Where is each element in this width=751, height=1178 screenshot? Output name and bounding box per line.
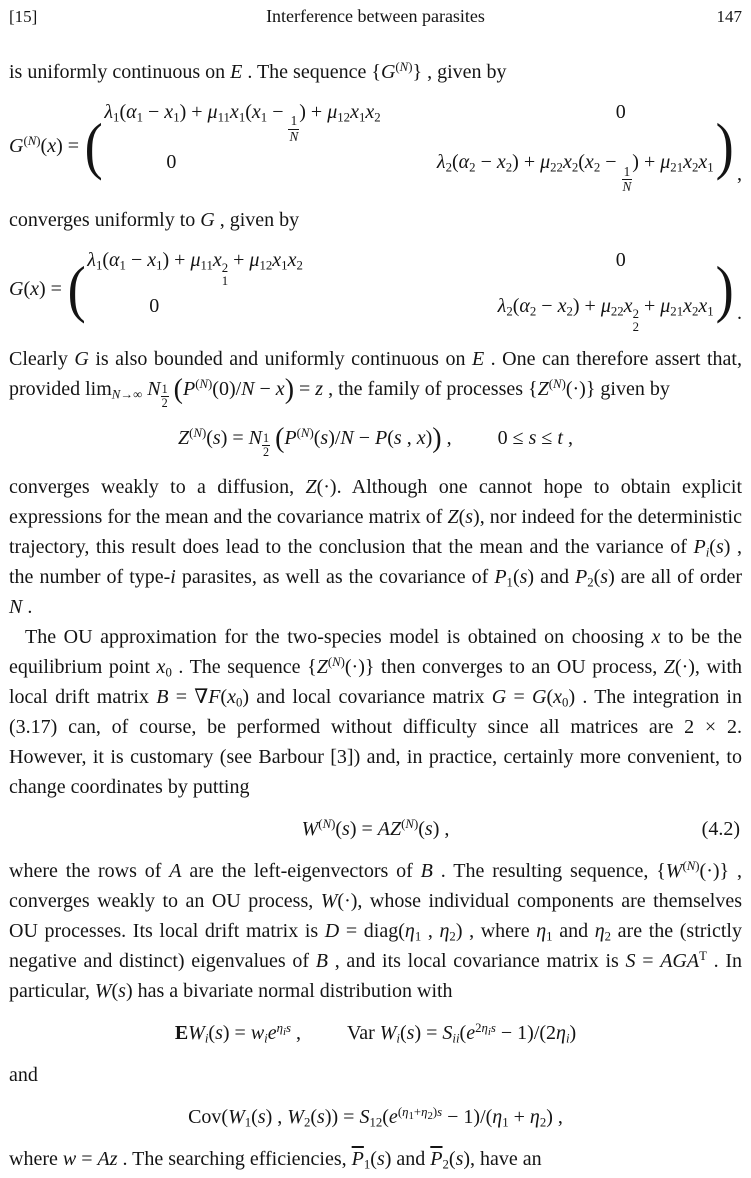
paragraph-and: and (9, 1063, 38, 1086)
paragraph-converges: converges uniformly to G , given by (9, 208, 300, 231)
matrix-row (104, 97, 713, 144)
bracket-folio: [15] (9, 7, 38, 26)
paragraph-clearly: Clearly G is also bounded and uniformly continuous on E . One can therefore assert that, provided $\lim_{N\to\infty} N$ $^{\frac{1}{2}}$ $(P^{(N)}(0)/N - x) = z$ , the family of processes $\{Z^{(N)}(\cdot)\}$ given by (9, 347, 742, 411)
matrix-body (87, 245, 713, 334)
equation-lhs: G(x) = (9, 278, 62, 301)
equation-body: $W^{(N)}(s) = AZ^{(N)}(s)$ , (301, 816, 450, 840)
equation-zn: $Z^{(N)}(s) = N$ $^{\frac{1}{2}}$ ($P^{(N)}(s)/N - P(s$ , x)) , 0 ≤ s ≤ t , (178, 422, 573, 460)
matrix-cell: 0 (615, 248, 626, 271)
matrix-cell: $\lambda_1(\alpha_1 - x_1) + \mu_{11}x$ 2 1 + $\mu_{12}x_1x_2$ (87, 248, 303, 288)
matrix-body (104, 97, 713, 195)
page-header (9, 6, 742, 27)
matrix-cell: $\lambda_2(\alpha_2 - x_2) + \mu_{22}x_2(x_2$ − $\frac{1}{N}$ ) + $\mu_{21}x_2x_1$ (436, 151, 714, 195)
equation-punctuation: . (737, 301, 742, 324)
equation-g-matrix (9, 245, 742, 334)
right-paren-glyph: ) (715, 109, 734, 181)
matrix-cell: $\lambda_2(\alpha_2 - x_2) + \mu_{22}x$ 2 2 + $\mu_{21}x_2x_1$ (497, 294, 714, 334)
equation-punctuation: , (737, 162, 742, 185)
paragraph-intro: is uniformly continuous on E . The sequence $\{G^{(N)}\}$ , given by (9, 59, 507, 83)
equation-4-2 (9, 814, 742, 844)
page-number: 147 (716, 7, 742, 26)
matrix-cell: 0 (166, 151, 177, 174)
paragraph-searching-efficiencies: where w = Az . The searching efficiencies, $\overline{P}_1(s)$ and $\overline{P}_2(s)$, have an (9, 1147, 542, 1172)
right-paren-glyph: ) (715, 253, 734, 325)
matrix-cell: 0 (149, 294, 160, 317)
matrix-row (87, 245, 713, 288)
equation-gn-matrix (9, 97, 742, 195)
equation-lhs: $G^{(N)}(x)$ = (9, 133, 80, 157)
paragraph-diffusion: converges weakly to a diffusion, Z(·). Although one cannot hope to obtain explicit expressions for the mean and the covariance matrix of Z(s), nor indeed for the deterministic trajectory, this result does lead to the conclusion that the mean and the variance of $P_i(s)$ , the number of type-i parasites, as well as the covariance of $P_1(s)$ and $P_2(s)$ are all of order N . (9, 475, 743, 618)
left-paren-glyph: ( (84, 109, 103, 181)
paragraph-eigenvectors: where the rows of A are the left-eigenvectors of B . The resulting sequence, $\{W^{(N)}(\cdot)\}$ , converges weakly to an OU process, W(·), whose individual components are themselves OU processes. Its local drift matrix is $D = diag(\eta_1$ , $\eta_2$) , where $\eta_1$ and $\eta_2$ are the (strictly negative and distinct) eigenvalues of B , and its local covariance matrix is $S = AGA^T$ . In particular, W(s) has a bivariate normal distribution with (9, 858, 743, 1002)
paragraph-ou-approximation: The OU approximation for the two-species model is obtained on choosing x to be the equilibrium point $x_0$ . The sequence $\{Z^{(N)}(\cdot)\}$ then converges to an OU process, Z(·), with local drift matrix $B = \nabla F(x_0)$ and local covariance matrix $G = G(x_0)$ . The integration in (3.17) can, of course, be performed without difficulty since all matrices are 2 × 2. However, it is customary (see Barbour [3]) and, in practice, certainly more convenient, to change coordinates by putting (9, 625, 743, 798)
running-title: Interference between parasites (266, 6, 485, 26)
equation-mean-variance: $EW_i(s) = w_ie^{\eta_is}$ , Var $W_i(s) = S_{ii}(e^{2\eta_is} - 1)/(2\eta_i)$ (174, 1020, 577, 1046)
equation-number: (4.2) (701, 817, 740, 840)
matrix-cell: $\lambda_1(\alpha_1 - x_1) + \mu_{11}x_1(x_1$ − $\frac{1}{N}$ ) + $\mu_{12}x_1x_2$ (104, 101, 381, 144)
equation-covariance: $Cov(W_1(s)$ , $W_2(s)) = S_{12}(e^{(\eta_1+\eta_2)s} - 1)/(\eta_1 + \eta_2)$ , (188, 1104, 563, 1130)
matrix-row (87, 291, 713, 334)
left-paren-glyph: ( (67, 253, 86, 325)
matrix-row (104, 147, 713, 194)
matrix-cell: 0 (615, 101, 626, 123)
